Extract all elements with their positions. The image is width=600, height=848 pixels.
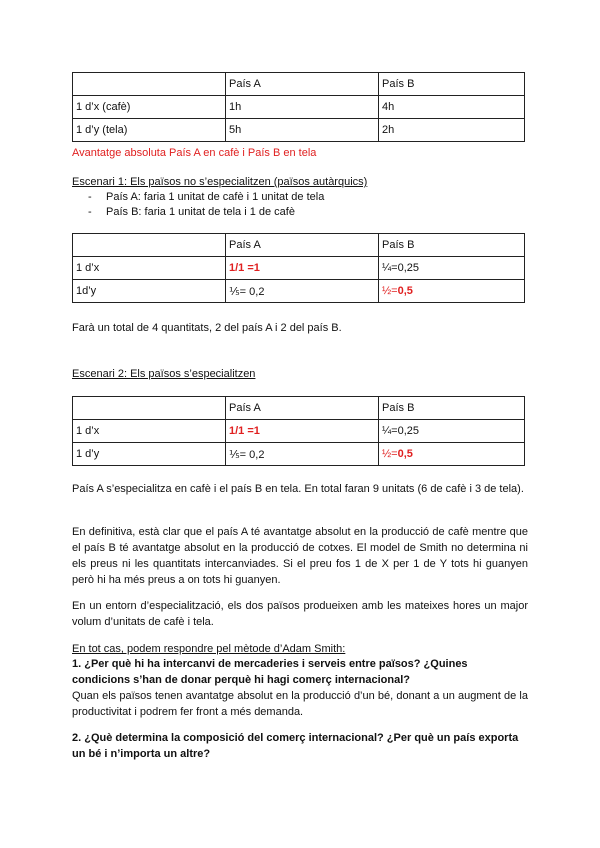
table-cell: País B bbox=[379, 234, 525, 257]
smith-intro: En tot cas, podem respondre pel mètode d’Adam Smith: bbox=[72, 643, 346, 655]
fraction-label: ½= bbox=[382, 448, 398, 460]
bullet-dash: - bbox=[88, 191, 92, 203]
table-cell: 1 d’y (tela) bbox=[73, 119, 226, 142]
table-cell: 1d’y bbox=[73, 280, 226, 303]
table-cell: 4h bbox=[379, 96, 525, 119]
table-cell: País B bbox=[379, 73, 525, 96]
absolute-advantage-note: Avantatge absoluta País A en cafè i País B en tela bbox=[72, 147, 317, 159]
list-item bbox=[88, 205, 295, 219]
scenario2-paragraph-1: País A s’especialitza en cafè i el país B en tela. En total faran 9 unitats (6 de cafè i 3 de tela). bbox=[72, 483, 524, 495]
answer-1: Quan els països tenen avantatge absolut en la producció d’un bé, donant a un augment de la productivitat i podrem fer front a més demanda. bbox=[72, 690, 528, 718]
fraction-label: ½= bbox=[382, 285, 398, 297]
bullet-dash: - bbox=[88, 206, 92, 218]
question-1: 1. ¿Per què hi ha intercanvi de mercaderies i serveis entre països? ¿Quines condicions s’han de donar perquè hi hagi comerç internacional? bbox=[72, 658, 468, 686]
table-cell: País A bbox=[226, 73, 379, 96]
table-row bbox=[73, 443, 525, 466]
hours-table bbox=[72, 72, 525, 142]
table-cell: País A bbox=[226, 397, 379, 420]
table-cell: País A bbox=[226, 234, 379, 257]
table-cell: 5h bbox=[226, 119, 379, 142]
scenario1-title: Escenari 1: Els països no s’especialitzen (països autàrquics) bbox=[72, 176, 368, 188]
table-row bbox=[73, 397, 525, 420]
table-row bbox=[73, 257, 525, 280]
table-cell: País B bbox=[379, 397, 525, 420]
fraction-value: 0,5 bbox=[397, 285, 413, 297]
table-cell bbox=[73, 73, 226, 96]
question-2: 2. ¿Què determina la composició del comerç internacional? ¿Per què un país exporta un bé i n’importa un altre? bbox=[72, 732, 519, 760]
scenario1-table bbox=[72, 233, 525, 303]
scenario2-table bbox=[72, 396, 525, 466]
bullet-text: País A: faria 1 unitat de cafè i 1 unitat de tela bbox=[106, 191, 325, 203]
fraction-value: 0,5 bbox=[397, 448, 413, 460]
table-cell: 1 d’x (cafè) bbox=[73, 96, 226, 119]
table-cell: 1 d’y bbox=[73, 443, 226, 466]
table-cell: 1 d’x bbox=[73, 420, 226, 443]
table-row bbox=[73, 280, 525, 303]
table-cell bbox=[73, 397, 226, 420]
table-cell: 1 d’x bbox=[73, 257, 226, 280]
table-cell: ¼=0,25 bbox=[379, 420, 525, 443]
table-cell: ¼=0,25 bbox=[379, 257, 525, 280]
table-cell: 2h bbox=[379, 119, 525, 142]
table-row bbox=[73, 119, 525, 142]
table-cell: ⅕= 0,2 bbox=[226, 280, 379, 303]
bullet-text: País B: faria 1 unitat de tela i 1 de cafè bbox=[106, 206, 295, 218]
table-row bbox=[73, 234, 525, 257]
table-row bbox=[73, 73, 525, 96]
scenario1-summary: Farà un total de 4 quantitats, 2 del país A i 2 del país B. bbox=[72, 322, 342, 334]
table-cell bbox=[73, 234, 226, 257]
scenario2-paragraph-3: En un entorn d’especialització, els dos països produeixen amb les mateixes hores un major volum d’unitats de cafè i tela. bbox=[72, 600, 528, 628]
table-cell bbox=[379, 280, 525, 303]
table-cell: 1/1 =1 bbox=[226, 257, 379, 280]
table-row bbox=[73, 420, 525, 443]
table-cell bbox=[379, 443, 525, 466]
table-cell: 1h bbox=[226, 96, 379, 119]
scenario2-paragraph-2: En definitiva, està clar que el país A té avantatge absolut en la producció de cafè mentre que el país B té avantatge absolut en la producció de cotxes. El model de Smith no determina ni els preus ni les quantitats intercanviades. Si el preu fos 1 de X per 1 de Y tots hi guanyen però hi ha més preus a on tots hi guanyen. bbox=[72, 526, 528, 586]
table-cell: ⅕= 0,2 bbox=[226, 443, 379, 466]
list-item bbox=[88, 190, 324, 204]
table-row bbox=[73, 96, 525, 119]
scenario2-title: Escenari 2: Els països s’especialitzen bbox=[72, 368, 256, 380]
table-cell: 1/1 =1 bbox=[226, 420, 379, 443]
